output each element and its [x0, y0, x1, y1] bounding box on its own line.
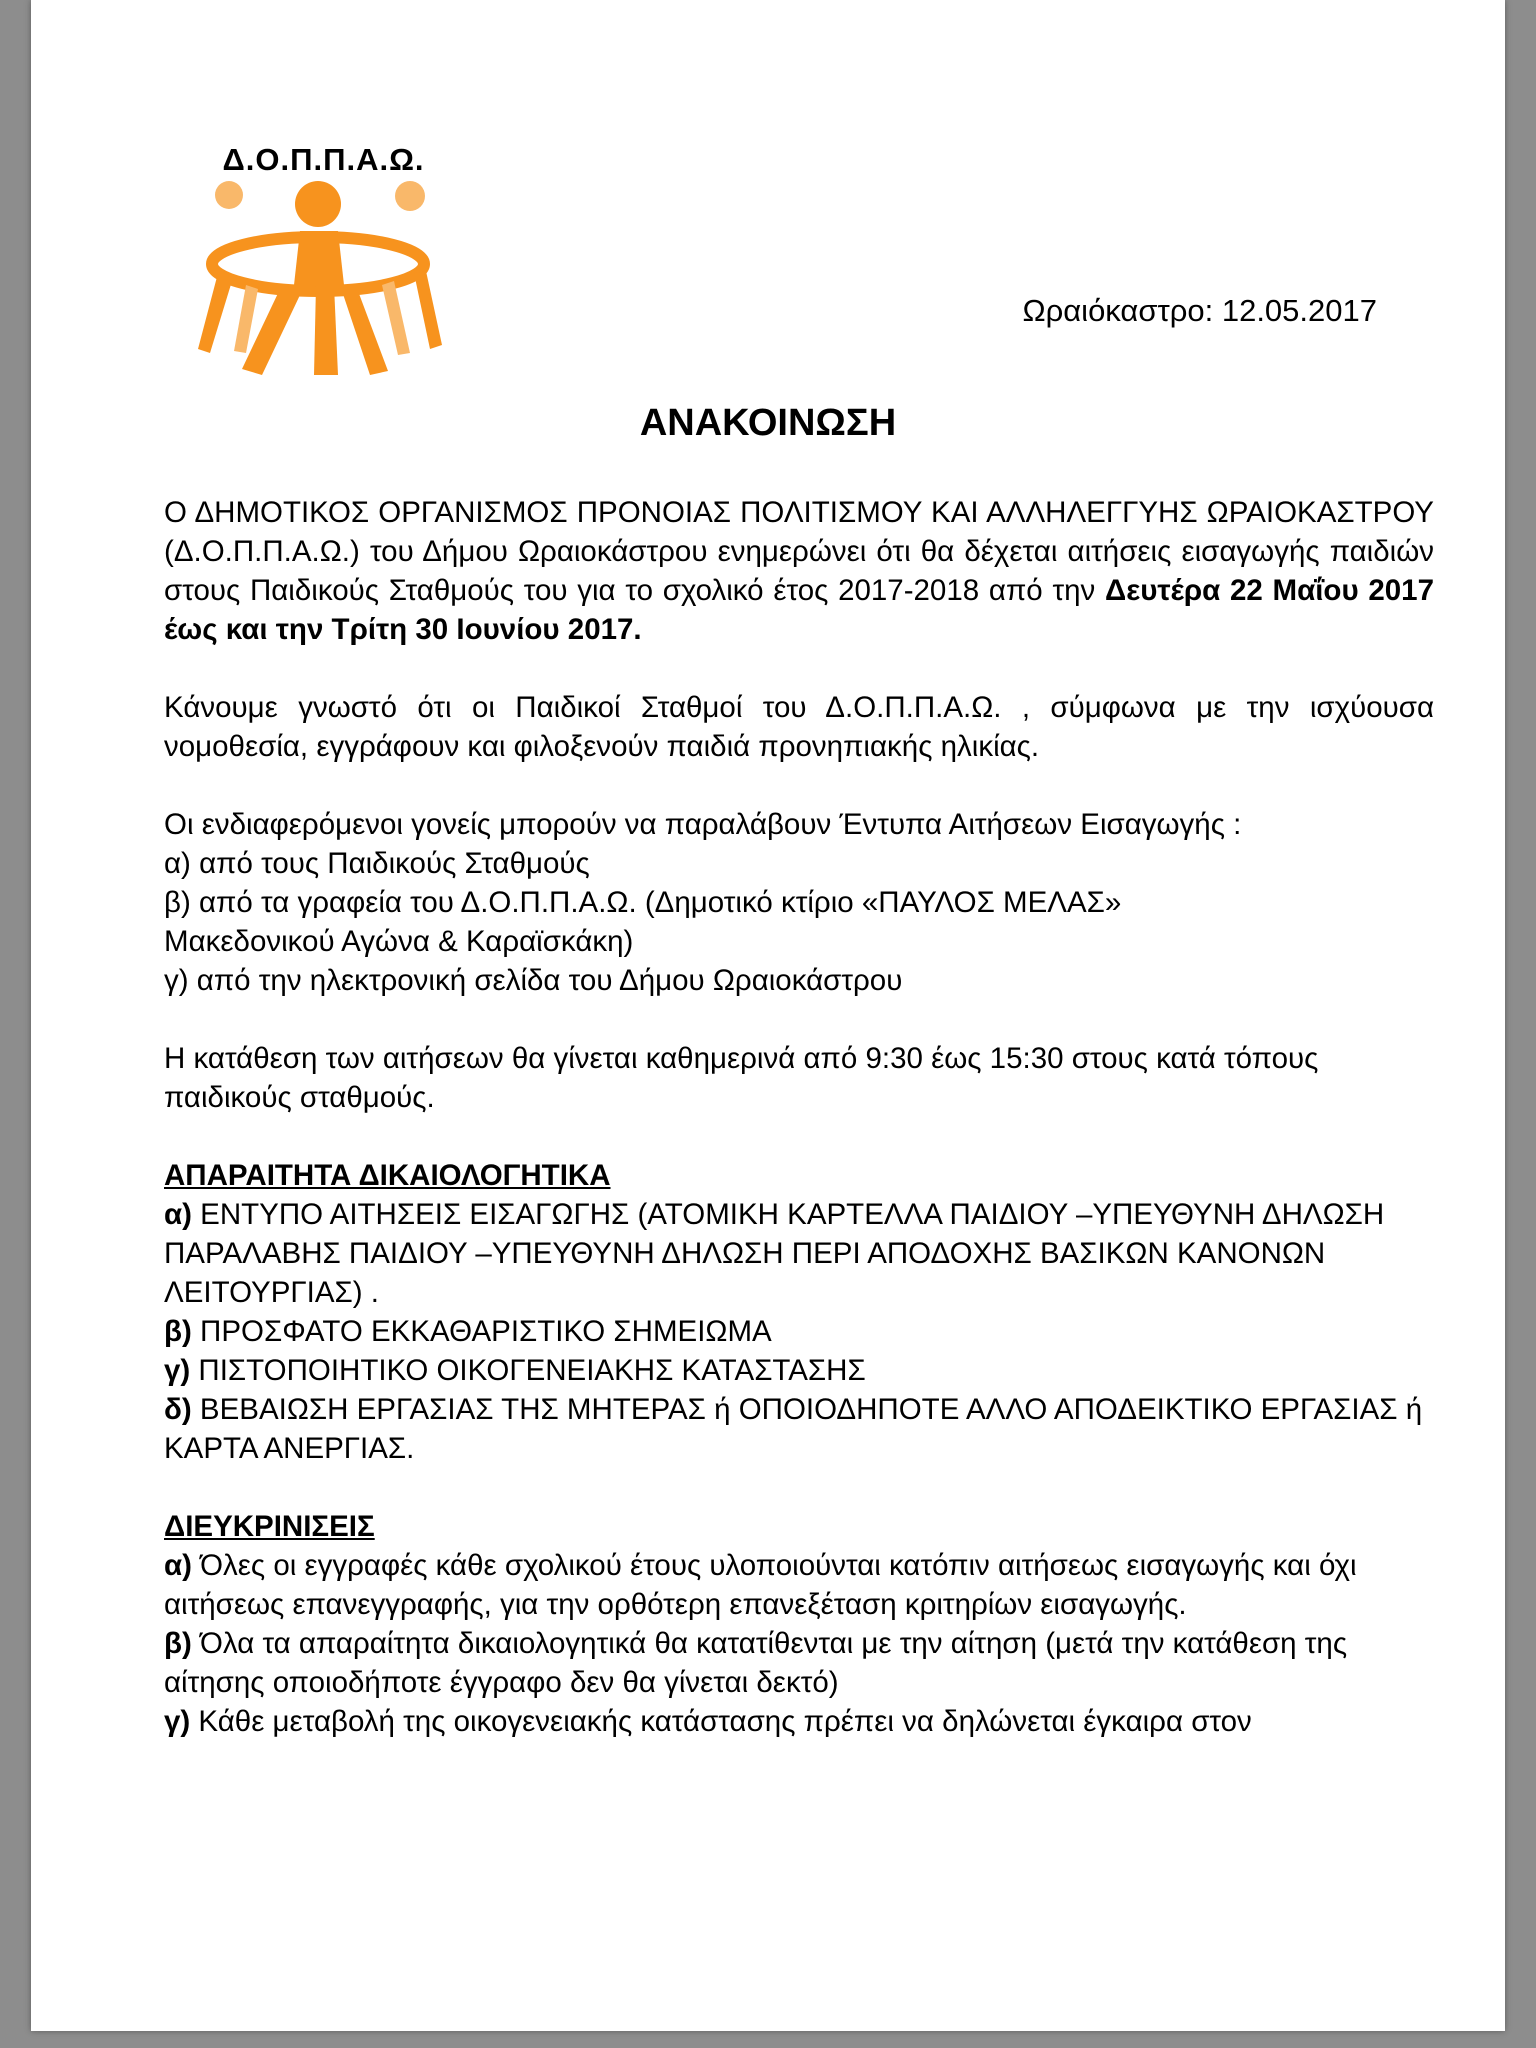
logo-leg-2 [234, 285, 258, 353]
clarification-marker: β) [164, 1627, 192, 1660]
paragraph-forms [164, 805, 1434, 1000]
requirement-item [164, 1390, 1434, 1468]
requirement-item [164, 1312, 1434, 1351]
logo-leg-6 [382, 281, 410, 355]
logo-body-center [294, 231, 344, 285]
clarifications-section [164, 1507, 1434, 1741]
logo-leg-1 [198, 273, 232, 353]
document-page [31, 0, 1505, 2031]
document-body [164, 493, 1434, 1741]
paragraph-submission: Η κατάθεση των αιτήσεων θα γίνεται καθημερινά από 9:30 έως 15:30 στους κατά τόπους παιδικούς σταθμούς. [164, 1042, 1319, 1114]
organization-logo [196, 143, 451, 375]
clarification-text: Κάθε μεταβολή της οικογενειακής κατάστασης πρέπει να δηλώνεται έγκαιρα στον [190, 1705, 1252, 1738]
requirement-marker: δ) [164, 1393, 192, 1426]
paragraph-info: Κάνουμε γνωστό ότι οι Παιδικοί Σταθμοί του Δ.Ο.Π.Π.Α.Ω. , σύμφωνα με την ισχύουσα νομοθεσία, εγγράφουν και φιλοξενούν παιδιά προνηπιακής ηλικίας. [164, 691, 1434, 763]
paragraph-intro-text: Ο ΔΗΜΟΤΙΚΟΣ ΟΡΓΑΝΙΣΜΟΣ ΠΡΟΝΟΙΑΣ ΠΟΛΙΤΙΣΜΟΥ ΚΑΙ ΑΛΛΗΛΕΓΓΥΗΣ ΩΡΑΙΟΚΑΣΤΡΟΥ (Δ.Ο.Π.Π.Α.Ω.) του Δήμου Ωραιοκάστρου ενημερώνει ότι θα δέχεται αιτήσεις εισαγωγής παιδιών στους Παιδικούς Σταθμούς του για το σχολικό έτος 2017-2018 από την [164, 496, 1434, 607]
clarification-text: Όλα τα απαραίτητα δικαιολογητικά θα κατατίθενται με την αίτηση (μετά την κατάθεση της αίτησης οποιοδήποτε έγγραφο δεν θα γίνεται δεκτό) [164, 1627, 1348, 1699]
requirement-item [164, 1351, 1434, 1390]
clarification-text: Όλες οι εγγραφές κάθε σχολικού έτους υλοποιούνται κατόπιν αιτήσεως εισαγωγής και όχι αιτήσεως επανεγγραφής, για την ορθότερη επανεξέταση κριτηρίων εισαγωγής. [164, 1549, 1357, 1621]
requirement-marker: α) [164, 1198, 192, 1231]
logo-leg-4 [314, 285, 338, 375]
logo-head-right [395, 181, 425, 211]
logo-title: Δ.Ο.Π.Π.Α.Ω. [222, 142, 425, 177]
logo-leg-5 [342, 291, 388, 375]
requirement-text: ΒΕΒΑΙΩΣΗ ΕΡΓΑΣΙΑΣ ΤΗΣ ΜΗΤΕΡΑΣ ή ΟΠΟΙΟΔΗΠΟΤΕ ΑΛΛΟ ΑΠΟΔΕΙΚΤΙΚΟ ΕΡΓΑΣΙΑΣ ή ΚΑΡΤΑ ΑΝΕΡΓΙΑΣ. [164, 1393, 1423, 1465]
paragraph-intro [164, 493, 1434, 649]
forms-item-c: γ) από την ηλεκτρονική σελίδα του Δήμου Ωραιοκάστρου [164, 964, 903, 997]
clarification-item [164, 1624, 1434, 1702]
requirement-marker: β) [164, 1315, 192, 1348]
application-period: Δευτέρα 22 Μαΐου 2017 έως και την Τρίτη 30 Ιουνίου 2017. [164, 574, 1434, 646]
requirement-text: ΕΝΤΥΠΟ ΑΙΤΗΣΕΙΣ ΕΙΣΑΓΩΓΗΣ (ΑΤΟΜΙΚΗ ΚΑΡΤΕΛΛΑ ΠΑΙΔΙΟΥ –ΥΠΕΥΘΥΝΗ ΔΗΛΩΣΗ ΠΑΡΑΛΑΒΗΣ ΠΑΙΔΙΟΥ –ΥΠΕΥΘΥΝΗ ΔΗΛΩΣΗ ΠΕΡΙ ΑΠΟΔΟΧΗΣ ΒΑΣΙΚΩΝ ΚΑΝΟΝΩΝ ΛΕΙΤΟΥΡΓΙΑΣ) . [164, 1198, 1385, 1309]
clarification-item [164, 1702, 1434, 1741]
date-line: Ωραιόκαστρο: 12.05.2017 [1022, 293, 1377, 328]
forms-intro: Οι ενδιαφερόμενοι γονείς μπορούν να παραλάβουν Έντυπα Αιτήσεων Εισαγωγής : [164, 808, 1242, 841]
requirement-item [164, 1195, 1434, 1312]
logo-head-center [295, 181, 341, 227]
requirements-section [164, 1156, 1434, 1468]
page-title: ΑΝΑΚΟΙΝΩΣΗ [639, 402, 897, 444]
clarification-item [164, 1546, 1434, 1624]
requirement-text: ΠΙΣΤΟΠΟΙΗΤΙΚΟ ΟΙΚΟΓΕΝΕΙΑΚΗΣ ΚΑΤΑΣΤΑΣΗΣ [190, 1354, 866, 1387]
requirement-marker: γ) [164, 1354, 191, 1387]
clarifications-heading: ΔΙΕΥΚΡΙΝΙΣΕΙΣ [164, 1510, 375, 1543]
requirement-text: ΠΡΟΣΦΑΤΟ ΕΚΚΑΘΑΡΙΣΤΙΚΟ ΣΗΜΕΙΩΜΑ [191, 1315, 772, 1348]
logo-head-left [215, 181, 243, 209]
logo-leg-7 [414, 271, 442, 349]
forms-item-b: β) από τα γραφεία του Δ.Ο.Π.Π.Α.Ω. (Δημοτικό κτίριο «ΠΑΥΛΟΣ ΜΕΛΑΣ» Μακεδονικού Αγώνα & Καραϊσκάκη) [164, 886, 1122, 958]
forms-item-a: α) από τους Παιδικούς Σταθμούς [164, 847, 590, 880]
requirements-heading: ΑΠΑΡΑΙΤΗΤΑ ΔΙΚΑΙΟΛΟΓΗΤΙΚΑ [164, 1159, 611, 1192]
people-circle-logo-icon [196, 181, 451, 375]
clarification-marker: γ) [164, 1705, 191, 1738]
clarification-marker: α) [164, 1549, 192, 1582]
